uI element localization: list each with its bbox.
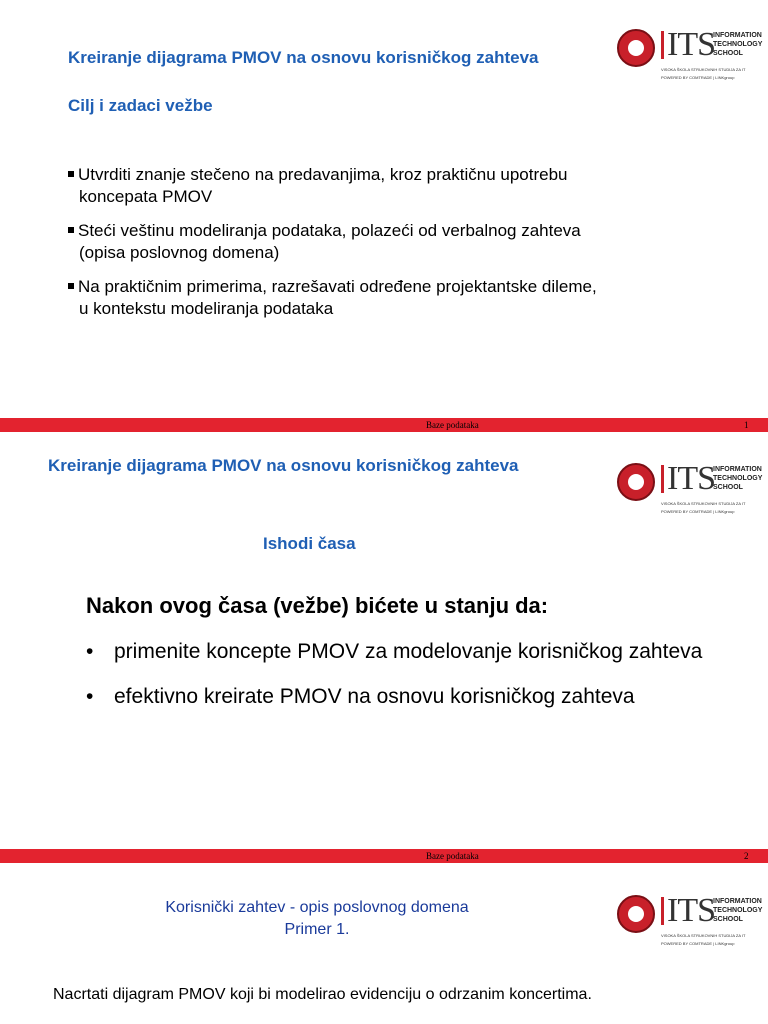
its-logo: ITS INFORMATION TECHNOLOGY SCHOOL VISOKA ŠKOLA STRUKOVNIH STUDIJA ZA IT POWERED BY COMTRADE | LINKgroup xyxy=(617,893,767,953)
slide-2-footer-band xyxy=(0,849,768,863)
slide-3-title: Korisnički zahtev - opis poslovnog domena Primer 1. xyxy=(165,899,469,938)
square-bullet-icon xyxy=(68,283,74,289)
slide-1-bullet: Na praktičnim primerima, razrešavati određene projektantske dileme, u kontekstu modeliranja podataka xyxy=(68,276,597,320)
its-seal-icon xyxy=(617,29,655,67)
slide-1-title: Kreiranje dijagrama PMOV na osnovu korisničkog zahteva xyxy=(68,48,539,67)
slide-1-bullet: Steći veštinu modeliranja podataka, polazeći od verbalnog zahteva (opisa poslovnog domena) xyxy=(68,220,581,264)
square-bullet-icon xyxy=(68,171,74,177)
footer-course: Baze podataka xyxy=(426,851,479,861)
slide-1-subtitle: Cilj i zadaci vežbe xyxy=(68,96,213,115)
dot-bullet-icon: • xyxy=(86,685,94,708)
its-seal-icon xyxy=(617,463,655,501)
its-logo: ITS INFORMATION TECHNOLOGY SCHOOL VISOKA ŠKOLA STRUKOVNIH STUDIJA ZA IT POWERED BY COMTRADE | LINKgroup xyxy=(617,461,767,521)
slide-1-footer-band xyxy=(0,418,768,432)
dot-bullet-icon: • xyxy=(86,640,94,663)
its-seal-icon xyxy=(617,895,655,933)
slide-2-bullet: • efektivno kreirate PMOV na osnovu korisničkog zahteva xyxy=(86,685,635,708)
slide-2-bullet: • primenite koncepte PMOV za modelovanje korisničkog zahteva xyxy=(86,640,703,663)
slide-3-body: Nacrtati dijagram PMOV koji bi modelirao evidenciju o odrzanim koncertima. xyxy=(53,986,592,1003)
slide-2-subtitle: Ishodi časa xyxy=(263,534,356,553)
slide-2-lead: Nakon ovog časa (vežbe) bićete u stanju da: xyxy=(86,593,549,618)
footer-course: Baze podataka xyxy=(426,420,479,430)
slide-1-bullet: Utvrditi znanje stečeno na predavanjima, kroz praktičnu upotrebu koncepata PMOV xyxy=(68,164,568,208)
square-bullet-icon xyxy=(68,227,74,233)
slide-2-title: Kreiranje dijagrama PMOV na osnovu korisničkog zahteva xyxy=(48,456,519,475)
footer-page-number: 1 xyxy=(744,420,749,430)
its-logo: ITS INFORMATION TECHNOLOGY SCHOOL VISOKA ŠKOLA STRUKOVNIH STUDIJA ZA IT POWERED BY COMTRADE | LINKgroup xyxy=(617,27,767,87)
footer-page-number: 2 xyxy=(744,851,749,861)
